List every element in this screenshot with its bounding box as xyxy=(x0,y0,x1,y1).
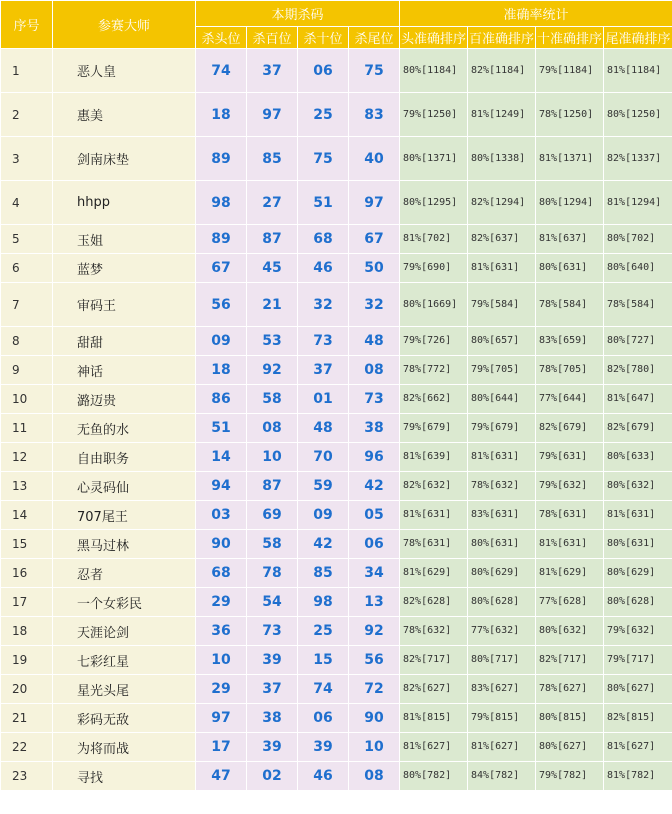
table-row xyxy=(1,327,672,356)
kill-hundred-cell: 87 xyxy=(247,472,298,501)
kill-tail-cell: 34 xyxy=(349,559,400,588)
header-index: 序号 xyxy=(1,1,53,49)
table-row xyxy=(1,472,672,501)
kill-tail-cell: 90 xyxy=(349,704,400,733)
kill-tail-cell: 72 xyxy=(349,675,400,704)
kill-ten-cell: 25 xyxy=(298,617,349,646)
kill-ten-cell: 46 xyxy=(298,254,349,283)
acc-hundred-cell: 79%[679] xyxy=(468,414,536,443)
kill-tail-cell: 08 xyxy=(349,356,400,385)
master-name: hhpp xyxy=(53,181,196,225)
kill-hundred-cell: 02 xyxy=(247,762,298,791)
kill-tail-cell: 32 xyxy=(349,283,400,327)
kill-head-cell: 03 xyxy=(196,501,247,530)
acc-hundred-cell: 82%[1184] xyxy=(468,49,536,93)
acc-hundred-cell: 79%[584] xyxy=(468,283,536,327)
kill-head-cell: 94 xyxy=(196,472,247,501)
table-row xyxy=(1,93,672,137)
header-kill-group: 本期杀码 xyxy=(196,1,400,27)
kill-hundred-cell: 39 xyxy=(247,733,298,762)
kill-ten-cell: 39 xyxy=(298,733,349,762)
acc-ten-cell: 79%[631] xyxy=(536,443,604,472)
acc-head-cell: 80%[782] xyxy=(400,762,468,791)
acc-head-cell: 80%[1371] xyxy=(400,137,468,181)
acc-tail-cell: 79%[632] xyxy=(604,617,672,646)
kill-head-cell: 36 xyxy=(196,617,247,646)
acc-tail-cell: 80%[640] xyxy=(604,254,672,283)
kill-ten-cell: 98 xyxy=(298,588,349,617)
kill-tail-cell: 92 xyxy=(349,617,400,646)
acc-ten-cell: 81%[631] xyxy=(536,530,604,559)
kill-tail-cell: 73 xyxy=(349,385,400,414)
master-name: 心灵码仙 xyxy=(53,472,196,501)
row-index: 12 xyxy=(1,443,53,472)
kill-head-cell: 90 xyxy=(196,530,247,559)
master-name: 恶人皇 xyxy=(53,49,196,93)
master-name: 为将而战 xyxy=(53,733,196,762)
master-name: 剑南床垫 xyxy=(53,137,196,181)
acc-hundred-cell: 80%[631] xyxy=(468,530,536,559)
master-name: 蓝梦 xyxy=(53,254,196,283)
kill-head-cell: 17 xyxy=(196,733,247,762)
kill-head-cell: 98 xyxy=(196,181,247,225)
acc-hundred-cell: 84%[782] xyxy=(468,762,536,791)
acc-hundred-cell: 80%[1338] xyxy=(468,137,536,181)
acc-tail-cell: 81%[631] xyxy=(604,501,672,530)
table-row xyxy=(1,385,672,414)
kill-head-cell: 56 xyxy=(196,283,247,327)
master-name: 玉姐 xyxy=(53,225,196,254)
acc-tail-cell: 80%[632] xyxy=(604,472,672,501)
acc-hundred-cell: 80%[628] xyxy=(468,588,536,617)
kill-hundred-cell: 21 xyxy=(247,283,298,327)
kill-ten-cell: 32 xyxy=(298,283,349,327)
row-index: 11 xyxy=(1,414,53,443)
kill-hundred-cell: 85 xyxy=(247,137,298,181)
master-name: 无鱼的水 xyxy=(53,414,196,443)
kill-ten-cell: 75 xyxy=(298,137,349,181)
kill-ten-cell: 01 xyxy=(298,385,349,414)
kill-head-cell: 10 xyxy=(196,646,247,675)
acc-ten-cell: 80%[815] xyxy=(536,704,604,733)
acc-tail-cell: 78%[584] xyxy=(604,283,672,327)
kill-head-cell: 74 xyxy=(196,49,247,93)
acc-ten-cell: 79%[1184] xyxy=(536,49,604,93)
row-index: 6 xyxy=(1,254,53,283)
table-row xyxy=(1,530,672,559)
table-row xyxy=(1,501,672,530)
acc-ten-cell: 81%[629] xyxy=(536,559,604,588)
row-index: 3 xyxy=(1,137,53,181)
acc-hundred-cell: 79%[815] xyxy=(468,704,536,733)
table-row xyxy=(1,356,672,385)
master-name: 七彩红星 xyxy=(53,646,196,675)
acc-head-cell: 79%[679] xyxy=(400,414,468,443)
acc-hundred-cell: 80%[644] xyxy=(468,385,536,414)
acc-hundred-cell: 81%[631] xyxy=(468,254,536,283)
acc-tail-cell: 82%[679] xyxy=(604,414,672,443)
kill-hundred-cell: 58 xyxy=(247,385,298,414)
acc-hundred-cell: 80%[717] xyxy=(468,646,536,675)
kill-ten-cell: 42 xyxy=(298,530,349,559)
acc-ten-cell: 78%[631] xyxy=(536,501,604,530)
master-name: 审码王 xyxy=(53,283,196,327)
header-acc-ten: 十准确排序 xyxy=(536,27,604,49)
table-row xyxy=(1,733,672,762)
kill-hundred-cell: 69 xyxy=(247,501,298,530)
acc-ten-cell: 82%[679] xyxy=(536,414,604,443)
master-name: 潞迈贵 xyxy=(53,385,196,414)
acc-tail-cell: 80%[629] xyxy=(604,559,672,588)
kill-tail-cell: 83 xyxy=(349,93,400,137)
row-index: 8 xyxy=(1,327,53,356)
table-row xyxy=(1,443,672,472)
acc-head-cell: 78%[632] xyxy=(400,617,468,646)
row-index: 21 xyxy=(1,704,53,733)
kill-ten-cell: 06 xyxy=(298,49,349,93)
acc-tail-cell: 81%[627] xyxy=(604,733,672,762)
master-name: 忍者 xyxy=(53,559,196,588)
acc-ten-cell: 80%[631] xyxy=(536,254,604,283)
kill-tail-cell: 42 xyxy=(349,472,400,501)
kill-ten-cell: 48 xyxy=(298,414,349,443)
kill-ten-cell: 68 xyxy=(298,225,349,254)
header-kill-hundred: 杀百位 xyxy=(247,27,298,49)
master-name: 黑马过林 xyxy=(53,530,196,559)
acc-hundred-cell: 81%[1249] xyxy=(468,93,536,137)
kill-tail-cell: 08 xyxy=(349,762,400,791)
kill-hundred-cell: 38 xyxy=(247,704,298,733)
table-row xyxy=(1,181,672,225)
kill-hundred-cell: 10 xyxy=(247,443,298,472)
acc-head-cell: 79%[690] xyxy=(400,254,468,283)
row-index: 15 xyxy=(1,530,53,559)
kill-head-cell: 86 xyxy=(196,385,247,414)
table-row xyxy=(1,137,672,181)
acc-hundred-cell: 83%[631] xyxy=(468,501,536,530)
acc-ten-cell: 77%[644] xyxy=(536,385,604,414)
acc-tail-cell: 82%[1337] xyxy=(604,137,672,181)
row-index: 10 xyxy=(1,385,53,414)
acc-ten-cell: 77%[628] xyxy=(536,588,604,617)
row-index: 16 xyxy=(1,559,53,588)
acc-ten-cell: 81%[1371] xyxy=(536,137,604,181)
table-row xyxy=(1,617,672,646)
acc-head-cell: 79%[726] xyxy=(400,327,468,356)
table-row xyxy=(1,254,672,283)
acc-ten-cell: 78%[627] xyxy=(536,675,604,704)
acc-head-cell: 80%[1184] xyxy=(400,49,468,93)
acc-hundred-cell: 82%[637] xyxy=(468,225,536,254)
kill-hundred-cell: 27 xyxy=(247,181,298,225)
acc-ten-cell: 78%[1250] xyxy=(536,93,604,137)
acc-hundred-cell: 81%[627] xyxy=(468,733,536,762)
acc-tail-cell: 81%[782] xyxy=(604,762,672,791)
acc-head-cell: 81%[629] xyxy=(400,559,468,588)
row-index: 1 xyxy=(1,49,53,93)
acc-head-cell: 81%[702] xyxy=(400,225,468,254)
master-name: 星光头尾 xyxy=(53,675,196,704)
master-name: 彩码无敌 xyxy=(53,704,196,733)
kill-ten-cell: 74 xyxy=(298,675,349,704)
acc-ten-cell: 80%[627] xyxy=(536,733,604,762)
kill-head-cell: 67 xyxy=(196,254,247,283)
master-name: 惠美 xyxy=(53,93,196,137)
acc-ten-cell: 80%[1294] xyxy=(536,181,604,225)
acc-tail-cell: 81%[1294] xyxy=(604,181,672,225)
acc-head-cell: 81%[627] xyxy=(400,733,468,762)
kill-hundred-cell: 78 xyxy=(247,559,298,588)
acc-head-cell: 79%[1250] xyxy=(400,93,468,137)
kill-ten-cell: 15 xyxy=(298,646,349,675)
master-name: 神话 xyxy=(53,356,196,385)
kill-ten-cell: 09 xyxy=(298,501,349,530)
master-name: 寻找 xyxy=(53,762,196,791)
kill-head-cell: 14 xyxy=(196,443,247,472)
row-index: 14 xyxy=(1,501,53,530)
table-body xyxy=(1,49,672,791)
acc-ten-cell: 81%[637] xyxy=(536,225,604,254)
row-index: 18 xyxy=(1,617,53,646)
row-index: 23 xyxy=(1,762,53,791)
acc-head-cell: 80%[1669] xyxy=(400,283,468,327)
kill-hundred-cell: 37 xyxy=(247,49,298,93)
table-row xyxy=(1,49,672,93)
row-index: 20 xyxy=(1,675,53,704)
kill-hundred-cell: 45 xyxy=(247,254,298,283)
kill-head-cell: 29 xyxy=(196,675,247,704)
kill-tail-cell: 06 xyxy=(349,530,400,559)
kill-tail-cell: 50 xyxy=(349,254,400,283)
kill-ten-cell: 73 xyxy=(298,327,349,356)
acc-ten-cell: 83%[659] xyxy=(536,327,604,356)
table-row xyxy=(1,675,672,704)
table-row xyxy=(1,283,672,327)
master-name: 707尾王 xyxy=(53,501,196,530)
acc-tail-cell: 80%[727] xyxy=(604,327,672,356)
kill-tail-cell: 67 xyxy=(349,225,400,254)
kill-tail-cell: 38 xyxy=(349,414,400,443)
acc-ten-cell: 79%[632] xyxy=(536,472,604,501)
row-index: 17 xyxy=(1,588,53,617)
acc-hundred-cell: 82%[1294] xyxy=(468,181,536,225)
kill-head-cell: 89 xyxy=(196,137,247,181)
acc-tail-cell: 79%[717] xyxy=(604,646,672,675)
table-row xyxy=(1,588,672,617)
acc-head-cell: 81%[815] xyxy=(400,704,468,733)
acc-ten-cell: 82%[717] xyxy=(536,646,604,675)
kill-head-cell: 18 xyxy=(196,93,247,137)
acc-tail-cell: 82%[780] xyxy=(604,356,672,385)
acc-tail-cell: 80%[633] xyxy=(604,443,672,472)
kill-tail-cell: 48 xyxy=(349,327,400,356)
acc-hundred-cell: 80%[629] xyxy=(468,559,536,588)
acc-hundred-cell: 83%[627] xyxy=(468,675,536,704)
kill-ten-cell: 46 xyxy=(298,762,349,791)
kill-head-cell: 89 xyxy=(196,225,247,254)
kill-head-cell: 09 xyxy=(196,327,247,356)
table-row xyxy=(1,559,672,588)
row-index: 5 xyxy=(1,225,53,254)
kill-ten-cell: 06 xyxy=(298,704,349,733)
master-name: 甜甜 xyxy=(53,327,196,356)
row-index: 19 xyxy=(1,646,53,675)
acc-tail-cell: 80%[631] xyxy=(604,530,672,559)
kill-hundred-cell: 97 xyxy=(247,93,298,137)
acc-head-cell: 81%[631] xyxy=(400,501,468,530)
acc-hundred-cell: 81%[631] xyxy=(468,443,536,472)
header-acc-hundred: 百准确排序 xyxy=(468,27,536,49)
kill-tail-cell: 10 xyxy=(349,733,400,762)
kill-tail-cell: 40 xyxy=(349,137,400,181)
table-row xyxy=(1,225,672,254)
table-row xyxy=(1,762,672,791)
kill-head-cell: 18 xyxy=(196,356,247,385)
acc-tail-cell: 80%[1250] xyxy=(604,93,672,137)
row-index: 7 xyxy=(1,283,53,327)
kill-ten-cell: 25 xyxy=(298,93,349,137)
row-index: 13 xyxy=(1,472,53,501)
acc-hundred-cell: 79%[705] xyxy=(468,356,536,385)
acc-ten-cell: 78%[705] xyxy=(536,356,604,385)
kill-hundred-cell: 92 xyxy=(247,356,298,385)
kill-hundred-cell: 39 xyxy=(247,646,298,675)
acc-head-cell: 82%[662] xyxy=(400,385,468,414)
row-index: 2 xyxy=(1,93,53,137)
table-row xyxy=(1,414,672,443)
master-name: 一个女彩民 xyxy=(53,588,196,617)
kill-hundred-cell: 54 xyxy=(247,588,298,617)
acc-head-cell: 78%[631] xyxy=(400,530,468,559)
kill-ten-cell: 51 xyxy=(298,181,349,225)
acc-head-cell: 82%[628] xyxy=(400,588,468,617)
acc-head-cell: 82%[627] xyxy=(400,675,468,704)
kill-hundred-cell: 58 xyxy=(247,530,298,559)
kill-ten-cell: 59 xyxy=(298,472,349,501)
acc-tail-cell: 82%[815] xyxy=(604,704,672,733)
kill-tail-cell: 96 xyxy=(349,443,400,472)
acc-ten-cell: 78%[584] xyxy=(536,283,604,327)
header-acc-head: 头准确排序 xyxy=(400,27,468,49)
acc-hundred-cell: 78%[632] xyxy=(468,472,536,501)
kill-hundred-cell: 73 xyxy=(247,617,298,646)
kill-head-cell: 51 xyxy=(196,414,247,443)
acc-head-cell: 81%[639] xyxy=(400,443,468,472)
table-row xyxy=(1,646,672,675)
acc-tail-cell: 81%[647] xyxy=(604,385,672,414)
acc-tail-cell: 80%[627] xyxy=(604,675,672,704)
kill-ten-cell: 37 xyxy=(298,356,349,385)
kill-ten-cell: 70 xyxy=(298,443,349,472)
acc-tail-cell: 80%[702] xyxy=(604,225,672,254)
row-index: 22 xyxy=(1,733,53,762)
kill-tail-cell: 56 xyxy=(349,646,400,675)
kill-tail-cell: 97 xyxy=(349,181,400,225)
acc-head-cell: 82%[717] xyxy=(400,646,468,675)
header-acc-group: 准确率统计 xyxy=(400,1,672,27)
header-master: 参赛大师 xyxy=(53,1,196,49)
kill-tail-cell: 13 xyxy=(349,588,400,617)
acc-tail-cell: 81%[1184] xyxy=(604,49,672,93)
acc-hundred-cell: 80%[657] xyxy=(468,327,536,356)
header-kill-tail: 杀尾位 xyxy=(349,27,400,49)
acc-head-cell: 82%[632] xyxy=(400,472,468,501)
kill-hundred-cell: 37 xyxy=(247,675,298,704)
acc-head-cell: 80%[1295] xyxy=(400,181,468,225)
kill-hundred-cell: 53 xyxy=(247,327,298,356)
master-name: 天涯论剑 xyxy=(53,617,196,646)
master-name: 自由职务 xyxy=(53,443,196,472)
acc-hundred-cell: 77%[632] xyxy=(468,617,536,646)
header-acc-tail: 尾准确排序 xyxy=(604,27,672,49)
kill-tail-cell: 05 xyxy=(349,501,400,530)
row-index: 4 xyxy=(1,181,53,225)
header-kill-head: 杀头位 xyxy=(196,27,247,49)
kill-hundred-cell: 87 xyxy=(247,225,298,254)
table-row xyxy=(1,704,672,733)
header-kill-ten: 杀十位 xyxy=(298,27,349,49)
kill-head-cell: 29 xyxy=(196,588,247,617)
kill-head-cell: 68 xyxy=(196,559,247,588)
acc-ten-cell: 79%[782] xyxy=(536,762,604,791)
row-index: 9 xyxy=(1,356,53,385)
kill-tail-cell: 75 xyxy=(349,49,400,93)
acc-tail-cell: 80%[628] xyxy=(604,588,672,617)
acc-ten-cell: 80%[632] xyxy=(536,617,604,646)
kill-head-cell: 97 xyxy=(196,704,247,733)
kill-ten-cell: 85 xyxy=(298,559,349,588)
acc-head-cell: 78%[772] xyxy=(400,356,468,385)
kill-head-cell: 47 xyxy=(196,762,247,791)
kill-hundred-cell: 08 xyxy=(247,414,298,443)
